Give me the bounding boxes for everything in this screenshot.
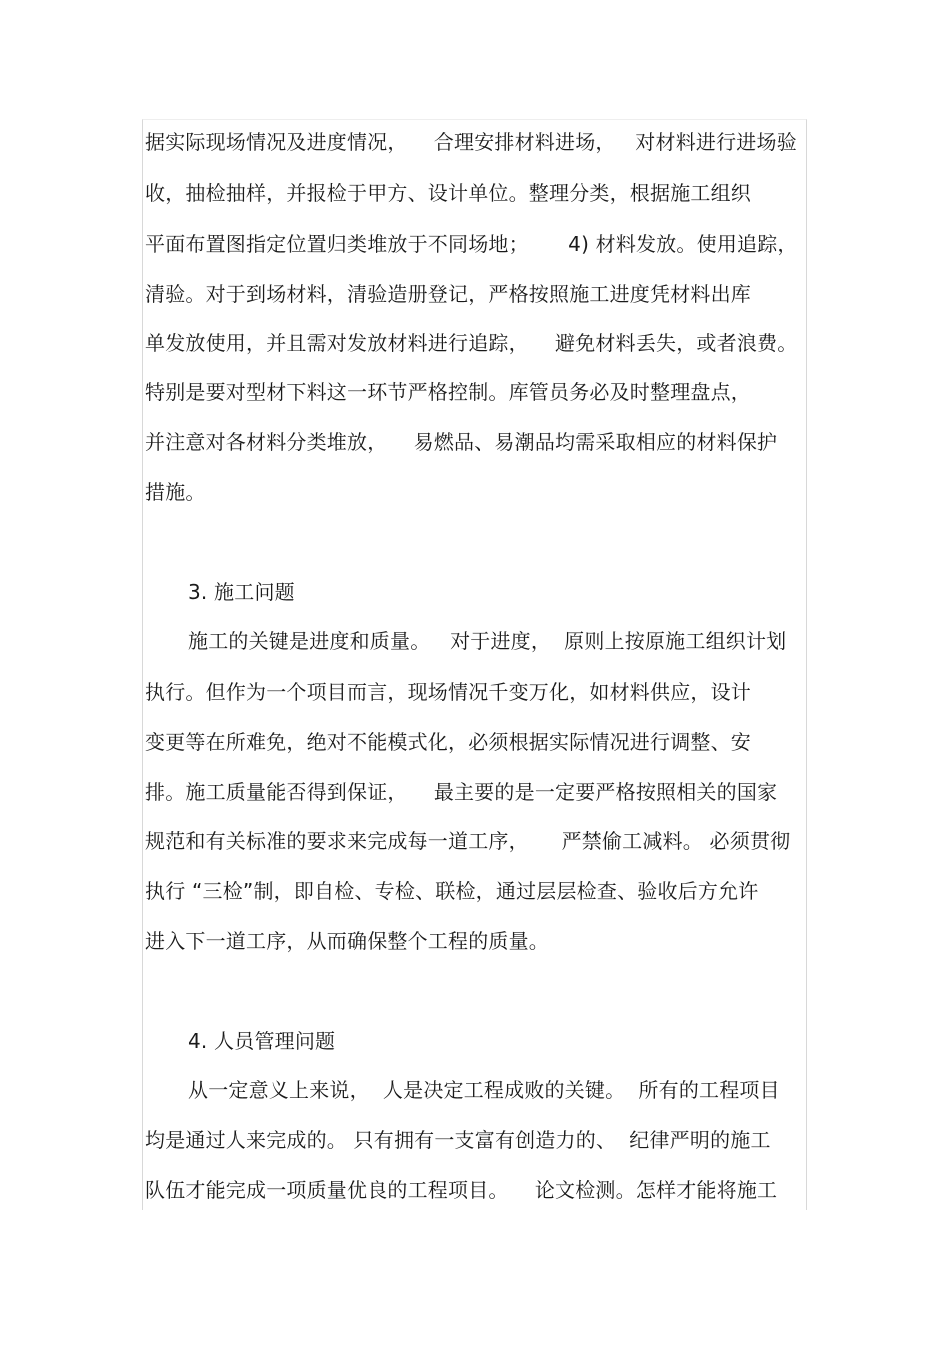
body-text-line: 执行。但作为一个项目而言，现场情况千变万化，如材料供应，设计	[145, 680, 751, 704]
body-text-line: 规范和有关标准的要求来完成每一道工序， 严禁偷工减料。 必须贯彻	[145, 829, 791, 853]
body-text-line: 从一定意义上来说， 人是决定工程成败的关键。 所有的工程项目	[188, 1078, 780, 1102]
body-text-line: 并注意对各材料分类堆放， 易燃品、易潮品均需采取相应的材料保护	[145, 430, 778, 454]
body-text-line: 措施。	[145, 480, 206, 504]
body-text-line: 进入下一道工序，从而确保整个工程的质量。	[145, 929, 549, 953]
body-text-line: 特别是要对型材下料这一环节严格控制。库管员务必及时整理盘点，	[145, 380, 751, 404]
body-text-line: 变更等在所难免，绝对不能模式化，必须根据实际情况进行调整、安	[145, 730, 751, 754]
body-text-line: 清验。对于到场材料，清验造册登记，严格按照施工进度凭材料出库	[145, 282, 751, 306]
body-text-line: 执行 “三检”制，即自检、专检、联检，通过层层检查、验收后方允许	[145, 879, 759, 903]
body-text-line: 均是通过人来完成的。 只有拥有一支富有创造力的、 纪律严明的施工	[145, 1128, 771, 1152]
section-heading-3: 3. 施工问题	[188, 580, 295, 604]
section-heading-4: 4. 人员管理问题	[188, 1029, 336, 1053]
body-text-line: 单发放使用，并且需对发放材料进行追踪， 避免材料丢失，或者浪费。	[145, 331, 798, 355]
body-text-line: 收，抽检抽样，并报检于甲方、设计单位。整理分类，根据施工组织	[145, 181, 751, 205]
body-text-line: 排。施工质量能否得到保证， 最主要的是一定要严格按照相关的国家	[145, 780, 778, 804]
body-text-line: 队伍才能完成一项质量优良的工程项目。 论文检测。怎样才能将施工	[145, 1178, 778, 1202]
body-text-line: 据实际现场情况及进度情况， 合理安排材料进场， 对材料进行进场验	[145, 130, 797, 154]
body-text-line: 施工的关键是进度和质量。 对于进度， 原则上按原施工组织计划	[188, 629, 787, 653]
body-text-line: 平面布置图指定位置归类堆放于不同场地； 4) 材料发放。使用追踪，	[145, 232, 798, 256]
